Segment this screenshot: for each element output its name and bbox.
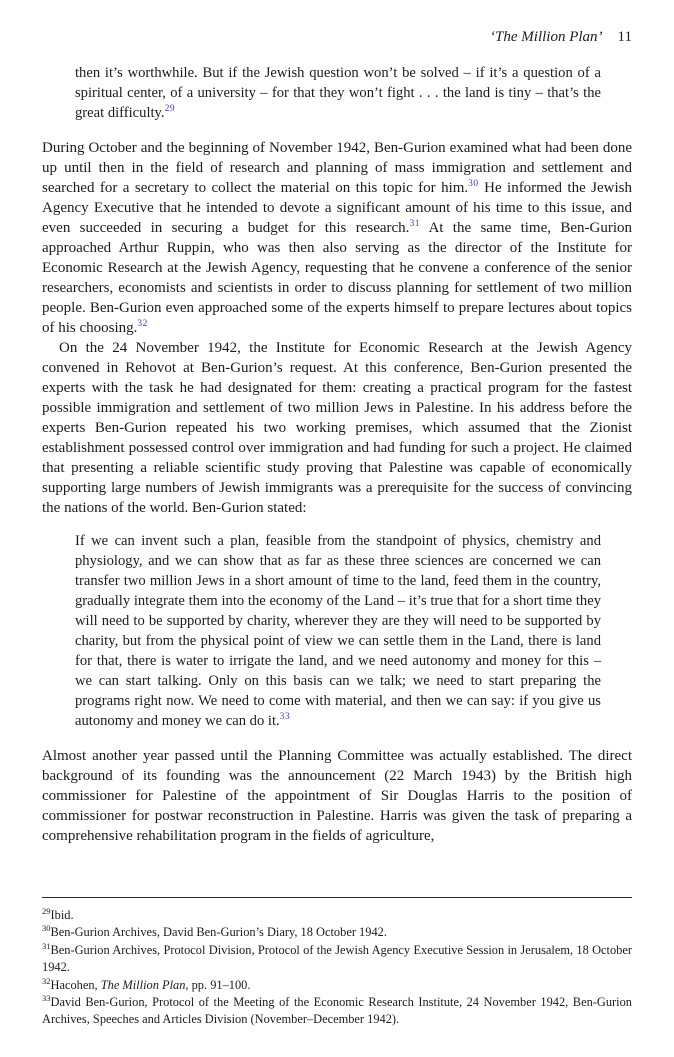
paragraph-1-segment: He informed the Jewish Agency Executive that he intended to devote a significant amount of his time to this issue, and even succeeded in securing a budget for this research. [42, 180, 632, 236]
paragraph-1 [42, 138, 632, 338]
footnote-ref-33[interactable]: 33 [279, 712, 291, 723]
footnote-29-text: Ibid. [50, 908, 74, 922]
footnote-29-number: 29 [42, 905, 51, 916]
footnotes-section [42, 897, 632, 1029]
footnote-30-text: Ben-Gurion Archives, David Ben-Gurion’s Diary, 18 October 1942. [50, 925, 387, 940]
footnote-32-text-post: , pp. 91–100. [185, 977, 251, 992]
footnote-ref-30[interactable]: 30 [468, 179, 479, 189]
paragraph-2 [42, 338, 632, 518]
paragraph-1-segment: At the same time, Ben-Gurion approached Arthur Ruppin, who was then also serving as the director of the Institute for Economic Research at the Jewish Agency, requesting that he convene a conference of the senior researchers, economists and scientists in order to discuss planning for settlement of two million people. Ben-Gurion even approached some of the experts himself to prepare lectures about topics of his choosing. [42, 220, 632, 336]
quote-2-text: If we can invent such a plan, feasible from the standpoint of physics, chemistry and physiology, and we can show that as far as these three sciences are concerned we can transfer two million Jews in a short amount of time to the land, feed them in the country, gradually integrate them into the economy of the Land – it’s true that for a short time they will need to be supported by charity, wherever they are they will need to be supported by charity, but from the physical point of view we can settle them in the Land, there is land for that, there is water to irrigate the land, and we need autonomy and money for this – we can start talking. Only on this basis can we talk; we need to start preparing the programs right now. We need to come with material, and then we can say: if you give us autonomy and money we can do it. [75, 533, 601, 729]
footnote-32-number: 32 [42, 975, 51, 986]
footnote-ref-31[interactable]: 31 [409, 219, 420, 229]
footnote-29 [42, 907, 632, 924]
page-body [42, 28, 632, 894]
footnote-33-text: David Ben-Gurion, Protocol of the Meeting of the Economic Research Institute, 24 November 1942, Ben-Gurion Archives, Speeches and Articles Division (November–December 1942). [42, 995, 632, 1027]
paragraph-3-text: Almost another year passed until the Planning Committee was actually established. The direct background of its founding was the announcement (22 March 1943) by the British high commissioner for Palestine of the appointment of Sir Douglas Harris to the position of commissioner for postwar reconstruction in Palestine. Harris was given the task of preparing a comprehensive rehabilitation program in the fields of agriculture, [42, 748, 632, 844]
footnote-30 [42, 924, 632, 941]
footnote-30-number: 30 [42, 923, 51, 934]
footnote-31 [42, 942, 632, 977]
footnote-33-number: 33 [42, 992, 51, 1003]
footnote-31-text: Ben-Gurion Archives, Protocol Division, Protocol of the Jewish Agency Executive Session in Jerusalem, 18 October 1942. [42, 942, 632, 975]
footnote-32-text-italic: The Million Plan [100, 977, 186, 992]
footnote-ref-29[interactable]: 29 [164, 104, 176, 115]
paragraph-3 [42, 746, 632, 846]
quote-1-text: then it’s worthwhile. But if the Jewish question won’t be solved – if it’s a question of a spiritual center, of a university – for that they won’t fight . . . the land is tiny – that’s the great difficulty. [75, 65, 601, 121]
paragraph-2-text: On the 24 November 1942, the Institute for Economic Research at the Jewish Agency convened in Rehovot at Ben-Gurion’s request. At this conference, Ben-Gurion presented the experts with the task he had designated for them: creating a practical program for the fastest possible immigration and settlement of two million Jews in Palestine. In his address before the experts Ben-Gurion repeated his two working premises, which assumed that the Zionist establishment possessed control over immigration and had funding for such a project. He claimed that presenting a reliable scientific study proving that Palestine was capable of economically supporting large numbers of Jewish immigrants was a prerequisite for the success of convincing the nations of the world. Ben-Gurion stated: [42, 340, 632, 516]
running-head-title: ‘The Million Plan’ [490, 29, 603, 45]
footnote-33 [42, 994, 632, 1029]
page-number: 11 [617, 29, 632, 45]
footnote-ref-32[interactable]: 32 [137, 319, 148, 329]
footnote-31-number: 31 [42, 940, 51, 951]
paragraph-1-segment: During October and the beginning of November 1942, Ben-Gurion examined what had been done up until then in the field of research and planning of mass immigration and settlement and searched for a secretary to collect the material on this topic for him. [42, 140, 632, 196]
footnote-divider [42, 897, 632, 898]
block-quote-2 [75, 531, 601, 731]
footnote-32-text-pre: Hacohen, [50, 977, 101, 992]
footnote-32 [42, 977, 632, 994]
running-header [42, 28, 632, 46]
block-quote-1 [75, 63, 601, 123]
